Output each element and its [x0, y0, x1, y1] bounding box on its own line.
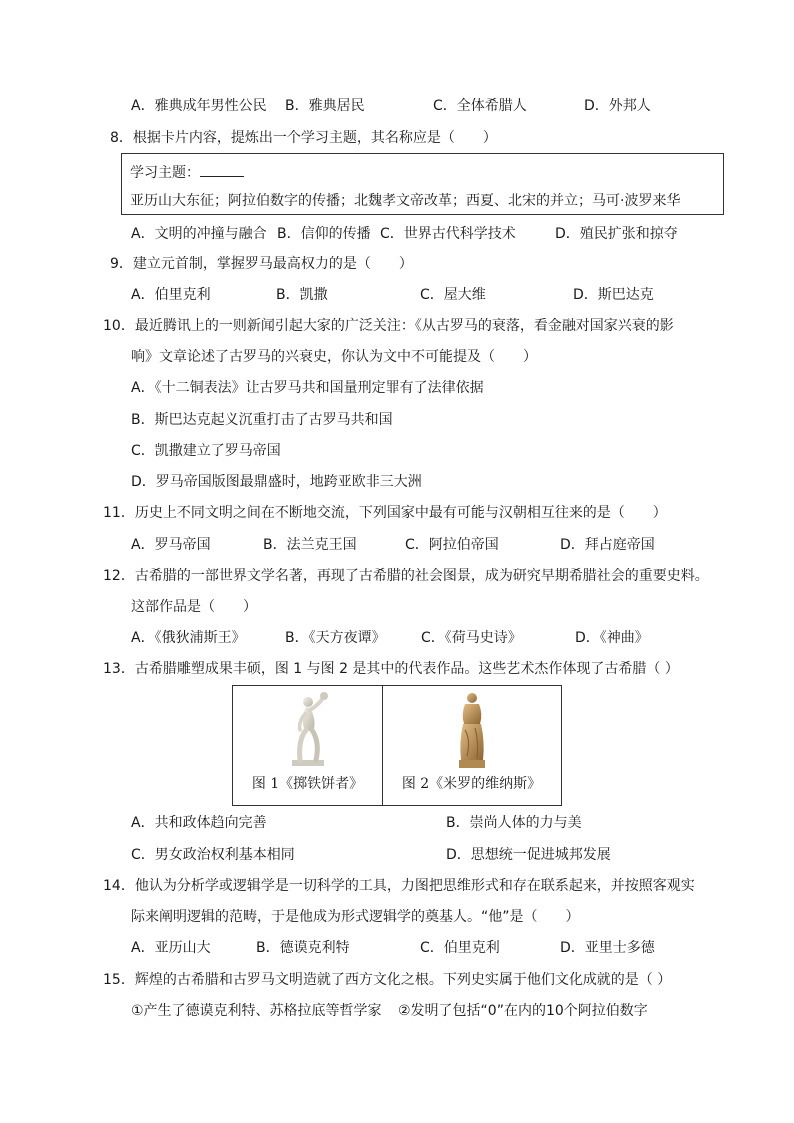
q7-option-d: D．外邦人 [584, 98, 651, 114]
q8-option-d: D．殖民扩张和掠夺 [555, 226, 678, 242]
q9-option-c: C．屋大维 [420, 287, 486, 303]
figure-2-caption: 图 2《米罗的维纳斯》 [401, 776, 542, 792]
q7-option-a: A．雅典成年男性公民 [131, 98, 267, 114]
figure-1-cell [233, 686, 383, 805]
q13-option-b: B．崇尚人体的力与美 [446, 815, 582, 831]
q15-stem: 15．辉煌的古希腊和古罗马文明造就了西方文化之根。下列史实属于他们文化成就的是（ ） [103, 972, 672, 988]
q11-option-b: B．法兰克王国 [263, 537, 357, 553]
q7-option-c: C．全体希腊人 [433, 98, 527, 114]
card-content: 亚历山大东征；阿拉伯数字的传播；北魏孝文帝改革；西夏、北宋的并立；马可·波罗来华 [130, 193, 681, 209]
q12-option-a: A．《俄狄浦斯王》 [131, 630, 246, 646]
q14-stem-line2: 际来阐明逻辑的范畴，于是他成为形式逻辑学的奠基人。“他”是（ ） [131, 909, 580, 925]
q10-stem-line2: 响》文章论述了古罗马的兴衰史，你认为文中不可能提及（ ） [131, 349, 537, 365]
q12-option-d: D．《神曲》 [575, 630, 649, 646]
q9-option-b: B．凯撒 [276, 287, 328, 303]
q13-stem: 13．古希腊雕塑成果丰硕，图 1 与图 2 是其中的代表作品。这些艺术杰作体现了古希腊（ ） [103, 661, 679, 677]
q10-stem-line1: 10．最近腾讯上的一则新闻引起大家的广泛关注：《从古罗马的衰落，看金融对国家兴衰的影 [103, 318, 674, 334]
venus-de-milo-statue-image [447, 690, 497, 772]
q13-option-d: D．思想统一促进城邦发展 [446, 847, 611, 863]
q8-option-a: A．文明的冲撞与融合 [131, 226, 267, 242]
discobolus-statue-image [278, 690, 338, 770]
q8-stem: 8．根据卡片内容，提炼出一个学习主题，其名称应是（ ） [110, 130, 497, 146]
study-card [121, 153, 724, 215]
figure-1-caption: 图 1《掷铁饼者》 [251, 776, 364, 792]
q11-option-c: C．阿拉伯帝国 [405, 537, 499, 553]
q10-option-c: C．凯撒建立了罗马帝国 [131, 443, 281, 459]
sculpture-figure-table [232, 685, 562, 806]
q11-stem: 11．历史上不同文明之间在不断地交流，下列国家中最有可能与汉朝相互往来的是（ ） [103, 505, 667, 521]
figure-2-cell [382, 686, 561, 805]
q15-item-1: ①产生了德谟克利特、苏格拉底等哲学家 [131, 1003, 382, 1019]
q13-option-c: C．男女政治权利基本相同 [131, 847, 295, 863]
card-label: 学习主题： [130, 165, 200, 181]
q12-stem-line1: 12．古希腊的一部世界文学名著，再现了古希腊的社会图景，成为研究早期希腊社会的重要史料。 [103, 568, 709, 584]
q12-stem-line2: 这部作品是（ ） [131, 599, 257, 615]
q14-option-c: C．伯里克利 [420, 940, 500, 956]
q11-option-d: D．拜占庭帝国 [560, 537, 655, 553]
q12-option-c: C．《荷马史诗》 [421, 630, 522, 646]
q10-option-a: A．《十二铜表法》让古罗马共和国量刑定罪有了法律依据 [131, 380, 484, 396]
q14-option-a: A．亚历山大 [131, 940, 211, 956]
q10-option-b: B．斯巴达克起义沉重打击了古罗马共和国 [131, 412, 393, 428]
q10-option-d: D．罗马帝国版图最鼎盛时，地跨亚欧非三大洲 [131, 474, 422, 490]
q9-stem: 9．建立元首制，掌握罗马最高权力的是（ ） [110, 256, 413, 272]
card-label-line [130, 162, 244, 182]
q15-item-2: ②发明了包括“0”在内的10个阿拉伯数字 [398, 1003, 648, 1019]
q14-stem-line1: 14．他认为分析学或逻辑学是一切科学的工具，力图把思维形式和存在联系起来，并按照客观实 [103, 878, 695, 894]
q7-option-b: B．雅典居民 [285, 98, 365, 114]
q14-option-d: D．亚里士多德 [560, 940, 655, 956]
q8-option-b: B．信仰的传播 [277, 226, 371, 242]
q13-option-a: A．共和政体趋向完善 [131, 815, 267, 831]
q12-option-b: B．《天方夜谭》 [285, 630, 386, 646]
q14-option-b: B．德谟克利特 [256, 940, 350, 956]
card-blank [200, 162, 244, 177]
q9-option-a: A．伯里克利 [131, 287, 211, 303]
q8-option-c: C．世界古代科学技术 [380, 226, 516, 242]
q11-option-a: A．罗马帝国 [131, 537, 211, 553]
q9-option-d: D．斯巴达克 [573, 287, 654, 303]
